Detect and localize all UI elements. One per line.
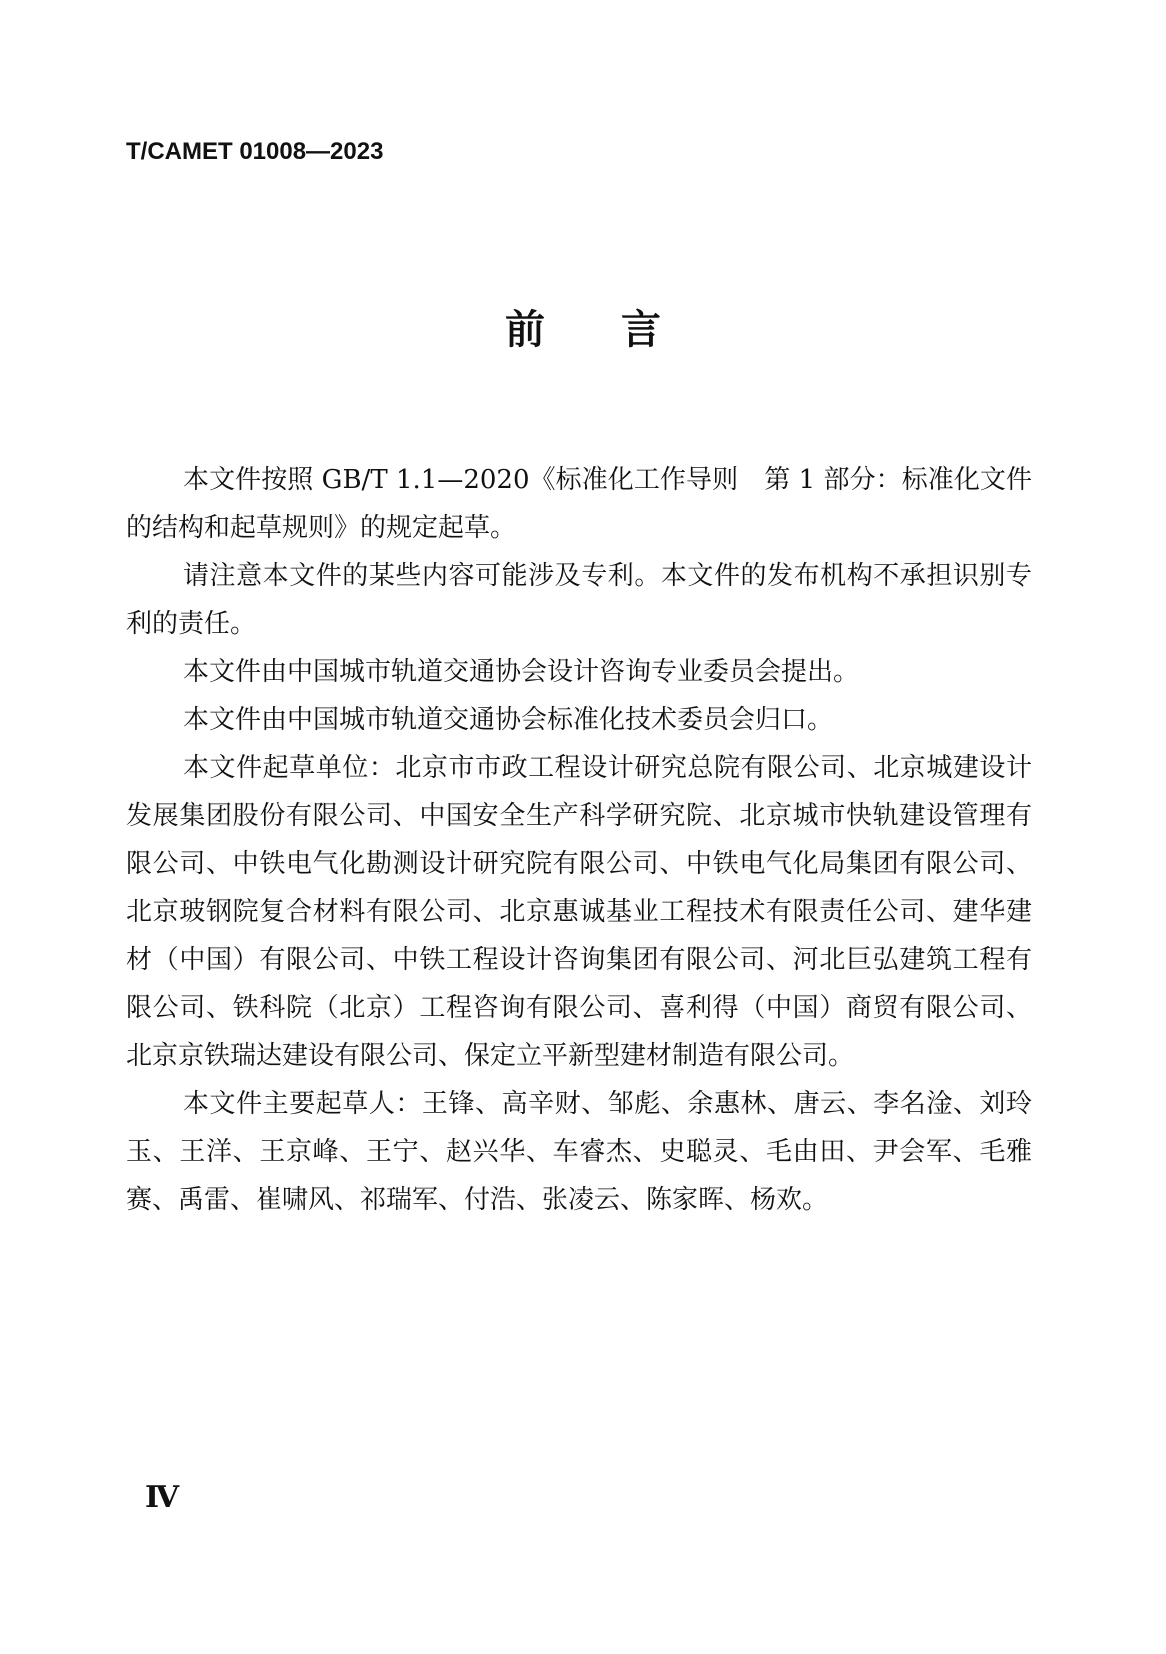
paragraph-drafters: 本文件主要起草人：王锋、高辛财、邹彪、余惠林、唐云、李名淦、刘玲玉、王洋、王京峰、王宁、赵兴华、车睿杰、史聪灵、毛由田、尹会军、毛雅赛、禹雷、崔啸风、祁瑞军、付浩、张凌云、陈家晖、杨欢。	[126, 1089, 1032, 1215]
paragraph-drafting-units: 本文件起草单位：北京市市政工程设计研究总院有限公司、北京城建设计发展集团股份有限公司、中国安全生产科学研究院、北京城市快轨建设管理有限公司、中铁电气化勘测设计研究院有限公司、中铁电气化局集团有限公司、北京玻钢院复合材料有限公司、北京惠诚基业工程技术有限责任公司、建华建材（中国）有限公司、中铁工程设计咨询集团有限公司、河北巨弘建筑工程有限公司、铁科院（北京）工程咨询有限公司、喜利得（中国）商贸有限公司、北京京铁瑞达建设有限公司、保定立平新型建材制造有限公司。	[126, 753, 1032, 1071]
standard-code: T/CAMET 01008—2023	[126, 138, 384, 165]
paragraph-proposer: 本文件由中国城市轨道交通协会设计咨询专业委员会提出。	[183, 657, 860, 687]
paragraph-centralized-management: 本文件由中国城市轨道交通协会标准化技术委员会归口。	[183, 705, 834, 735]
paragraph-patent-notice: 请注意本文件的某些内容可能涉及专利。本文件的发布机构不承担识别专利的责任。	[126, 561, 1032, 639]
page-title: 前言	[505, 307, 737, 353]
foreword-body	[126, 456, 1032, 1224]
page-number: Ⅳ	[145, 1481, 180, 1514]
paragraph-drafting-basis: 本文件按照 GB/T 1.1—2020《标准化工作导则 第 1 部分：标准化文件的结构和起草规则》的规定起草。	[126, 465, 1032, 543]
